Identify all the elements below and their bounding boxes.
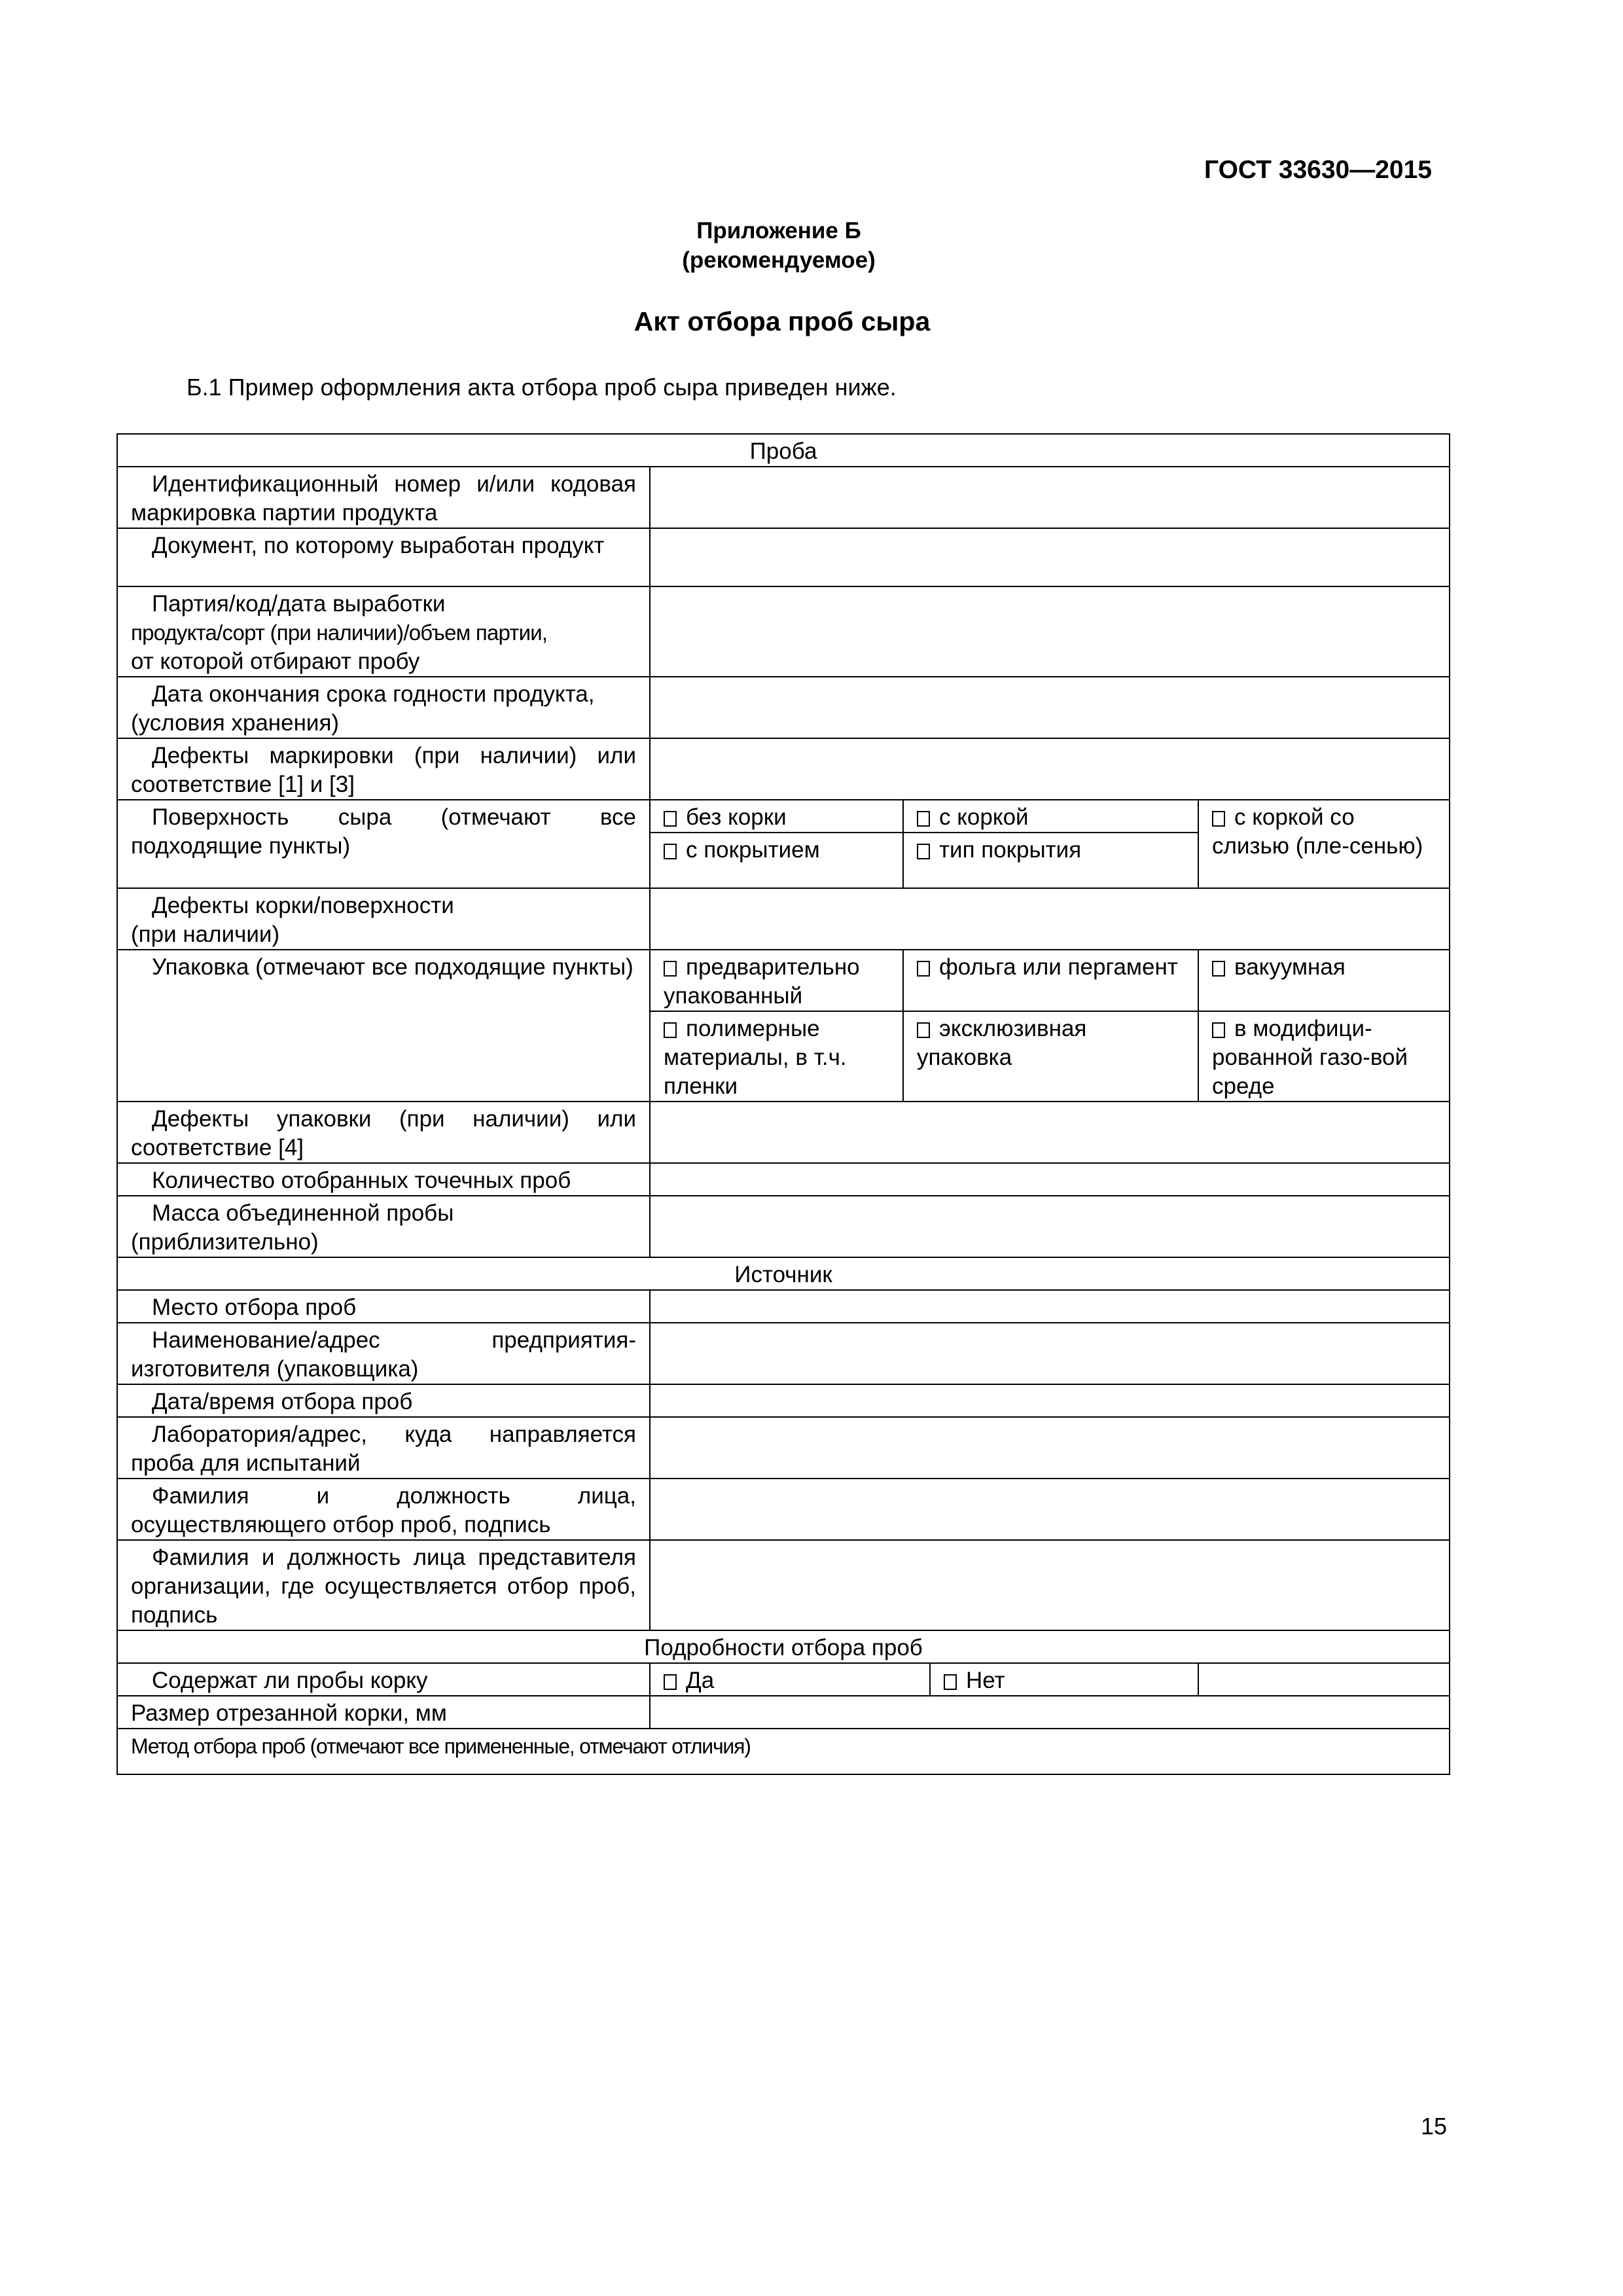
option-coating-type[interactable]: тип покрытия xyxy=(903,833,1198,888)
checkbox-icon[interactable] xyxy=(917,844,930,859)
table-row xyxy=(117,1323,1450,1384)
option-exclusive[interactable]: эксклюзивная упаковка xyxy=(903,1011,1198,1102)
table-row xyxy=(117,950,1450,1011)
section-row-sample xyxy=(117,434,1450,467)
table-row xyxy=(117,738,1450,800)
option-vacuum[interactable]: вакуумная xyxy=(1198,950,1450,1011)
label-point-samples: Количество отобранных точечных проб xyxy=(117,1163,650,1196)
table-row xyxy=(117,1163,1450,1196)
checkbox-icon[interactable] xyxy=(664,811,677,827)
field-pack-defects[interactable] xyxy=(650,1102,1450,1163)
label-place: Место отбора проб xyxy=(117,1290,650,1323)
option-yes[interactable]: Да xyxy=(650,1663,930,1696)
label-manufacturer: Наименование/адрес предприятия-изготовителя (упаковщика) xyxy=(117,1323,650,1384)
section-row-source xyxy=(117,1257,1450,1290)
field-expiry[interactable] xyxy=(650,677,1450,738)
label-expiry: Дата окончания срока годности продукта, (условия хранения) xyxy=(117,677,650,738)
field-contains-crust-extra[interactable] xyxy=(1198,1663,1450,1696)
checkbox-icon[interactable] xyxy=(1212,811,1225,827)
section-row-details xyxy=(117,1630,1450,1663)
label-combined-mass: Масса объединенной пробы (приблизительно) xyxy=(117,1196,650,1257)
label-surface: Поверхность сыра (отмечают все подходящие пункты) xyxy=(117,800,650,888)
page-number: 15 xyxy=(1420,2113,1447,2140)
option-polymer[interactable]: полимерные материалы, в т.ч. пленки xyxy=(650,1011,903,1102)
appendix-label: Приложение Б xyxy=(696,218,861,243)
checkbox-icon[interactable] xyxy=(664,844,677,859)
label-contains-crust: Содержат ли пробы корку xyxy=(117,1663,650,1696)
field-place[interactable] xyxy=(650,1290,1450,1323)
field-datetime[interactable] xyxy=(650,1384,1450,1417)
table-row xyxy=(117,1479,1450,1540)
table-row xyxy=(117,1729,1450,1774)
table-row xyxy=(117,1696,1450,1729)
label-identification: Идентификационный номер и/или кодовая маркировка партии продукта xyxy=(117,467,650,528)
table-row xyxy=(117,586,1450,677)
option-foil[interactable]: фольга или пергамент xyxy=(903,950,1198,1011)
sampling-act-table xyxy=(116,433,1450,1775)
table-row xyxy=(117,1417,1450,1479)
field-point-samples[interactable] xyxy=(650,1163,1450,1196)
table-row xyxy=(117,1540,1450,1630)
checkbox-icon[interactable] xyxy=(664,1674,677,1690)
field-marking-defects[interactable] xyxy=(650,738,1450,800)
field-manufacturer[interactable] xyxy=(650,1323,1450,1384)
option-no[interactable]: Нет xyxy=(930,1663,1198,1696)
checkbox-icon[interactable] xyxy=(1212,961,1225,977)
field-combined-mass[interactable] xyxy=(650,1196,1450,1257)
section-details: Подробности отбора проб xyxy=(117,1630,1450,1663)
checkbox-icon[interactable] xyxy=(664,961,677,977)
checkbox-icon[interactable] xyxy=(917,1022,930,1038)
table-row xyxy=(117,528,1450,586)
label-document: Документ, по которому выработан продукт xyxy=(117,528,650,586)
table-row xyxy=(117,888,1450,950)
label-batch-line2: продукта/сорт (при наличии)/объем партии, xyxy=(131,620,548,645)
checkbox-icon[interactable] xyxy=(664,1022,677,1038)
field-crust-size[interactable] xyxy=(650,1696,1450,1729)
checkbox-icon[interactable] xyxy=(1212,1022,1225,1038)
field-batch[interactable] xyxy=(650,586,1450,677)
checkbox-icon[interactable] xyxy=(917,961,930,977)
label-batch xyxy=(117,586,650,677)
table-row xyxy=(117,1384,1450,1417)
field-document[interactable] xyxy=(650,528,1450,586)
section-sample: Проба xyxy=(117,434,1450,467)
field-representative[interactable] xyxy=(650,1540,1450,1630)
table-row xyxy=(117,1663,1450,1696)
table-row xyxy=(117,800,1450,833)
checkbox-icon[interactable] xyxy=(944,1674,957,1690)
option-coating[interactable]: с покрытием xyxy=(650,833,903,888)
label-packaging: Упаковка (отмечают все подходящие пункты) xyxy=(117,950,650,1102)
option-crust-slime[interactable]: с коркой со слизью (пле-сенью) xyxy=(1198,800,1450,888)
field-lab[interactable] xyxy=(650,1417,1450,1479)
table-row xyxy=(117,467,1450,528)
document-title: Акт отбора проб сыра xyxy=(633,306,931,336)
checkbox-icon[interactable] xyxy=(917,811,930,827)
field-identification[interactable] xyxy=(650,467,1450,528)
label-batch-line3: от которой отбирают пробу xyxy=(131,649,420,674)
field-crust-defects[interactable] xyxy=(650,888,1450,950)
section-source: Источник xyxy=(117,1257,1450,1290)
table-row xyxy=(117,1102,1450,1163)
label-lab: Лаборатория/адрес, куда направляется проба для испытаний xyxy=(117,1417,650,1479)
option-prepacked[interactable]: предварительно упакованный xyxy=(650,950,903,1011)
table-row xyxy=(117,1290,1450,1323)
label-representative: Фамилия и должность лица представителя организации, где осуществляется отбор проб, подпись xyxy=(117,1540,650,1630)
label-crust-defects: Дефекты корки/поверхности (при наличии) xyxy=(117,888,650,950)
label-batch-line1: Партия/код/дата выработки xyxy=(152,591,446,617)
table-row xyxy=(117,677,1450,738)
label-marking-defects: Дефекты маркировки (при наличии) или соответствие [1] и [3] xyxy=(117,738,650,800)
table-row xyxy=(117,1196,1450,1257)
intro-paragraph: Б.1 Пример оформления акта отбора проб сыра приведен ниже. xyxy=(187,374,897,401)
option-with-crust[interactable]: с коркой xyxy=(903,800,1198,833)
label-sampler: Фамилия и должность лица, осуществляющего отбор проб, подпись xyxy=(117,1479,650,1540)
field-sampler[interactable] xyxy=(650,1479,1450,1540)
appendix-status: (рекомендуемое) xyxy=(682,247,876,273)
label-crust-size: Размер отрезанной корки, мм xyxy=(117,1696,650,1729)
option-modified-atmosphere[interactable]: в модифици-рованной газо-вой среде xyxy=(1198,1011,1450,1102)
label-method[interactable]: Метод отбора проб (отмечают все примененные, отмечают отличия) xyxy=(117,1729,1450,1774)
label-pack-defects: Дефекты упаковки (при наличии) или соответствие [4] xyxy=(117,1102,650,1163)
standard-number: ГОСТ 33630—2015 xyxy=(1204,156,1432,184)
label-datetime: Дата/время отбора проб xyxy=(117,1384,650,1417)
option-no-crust[interactable]: без корки xyxy=(650,800,903,833)
